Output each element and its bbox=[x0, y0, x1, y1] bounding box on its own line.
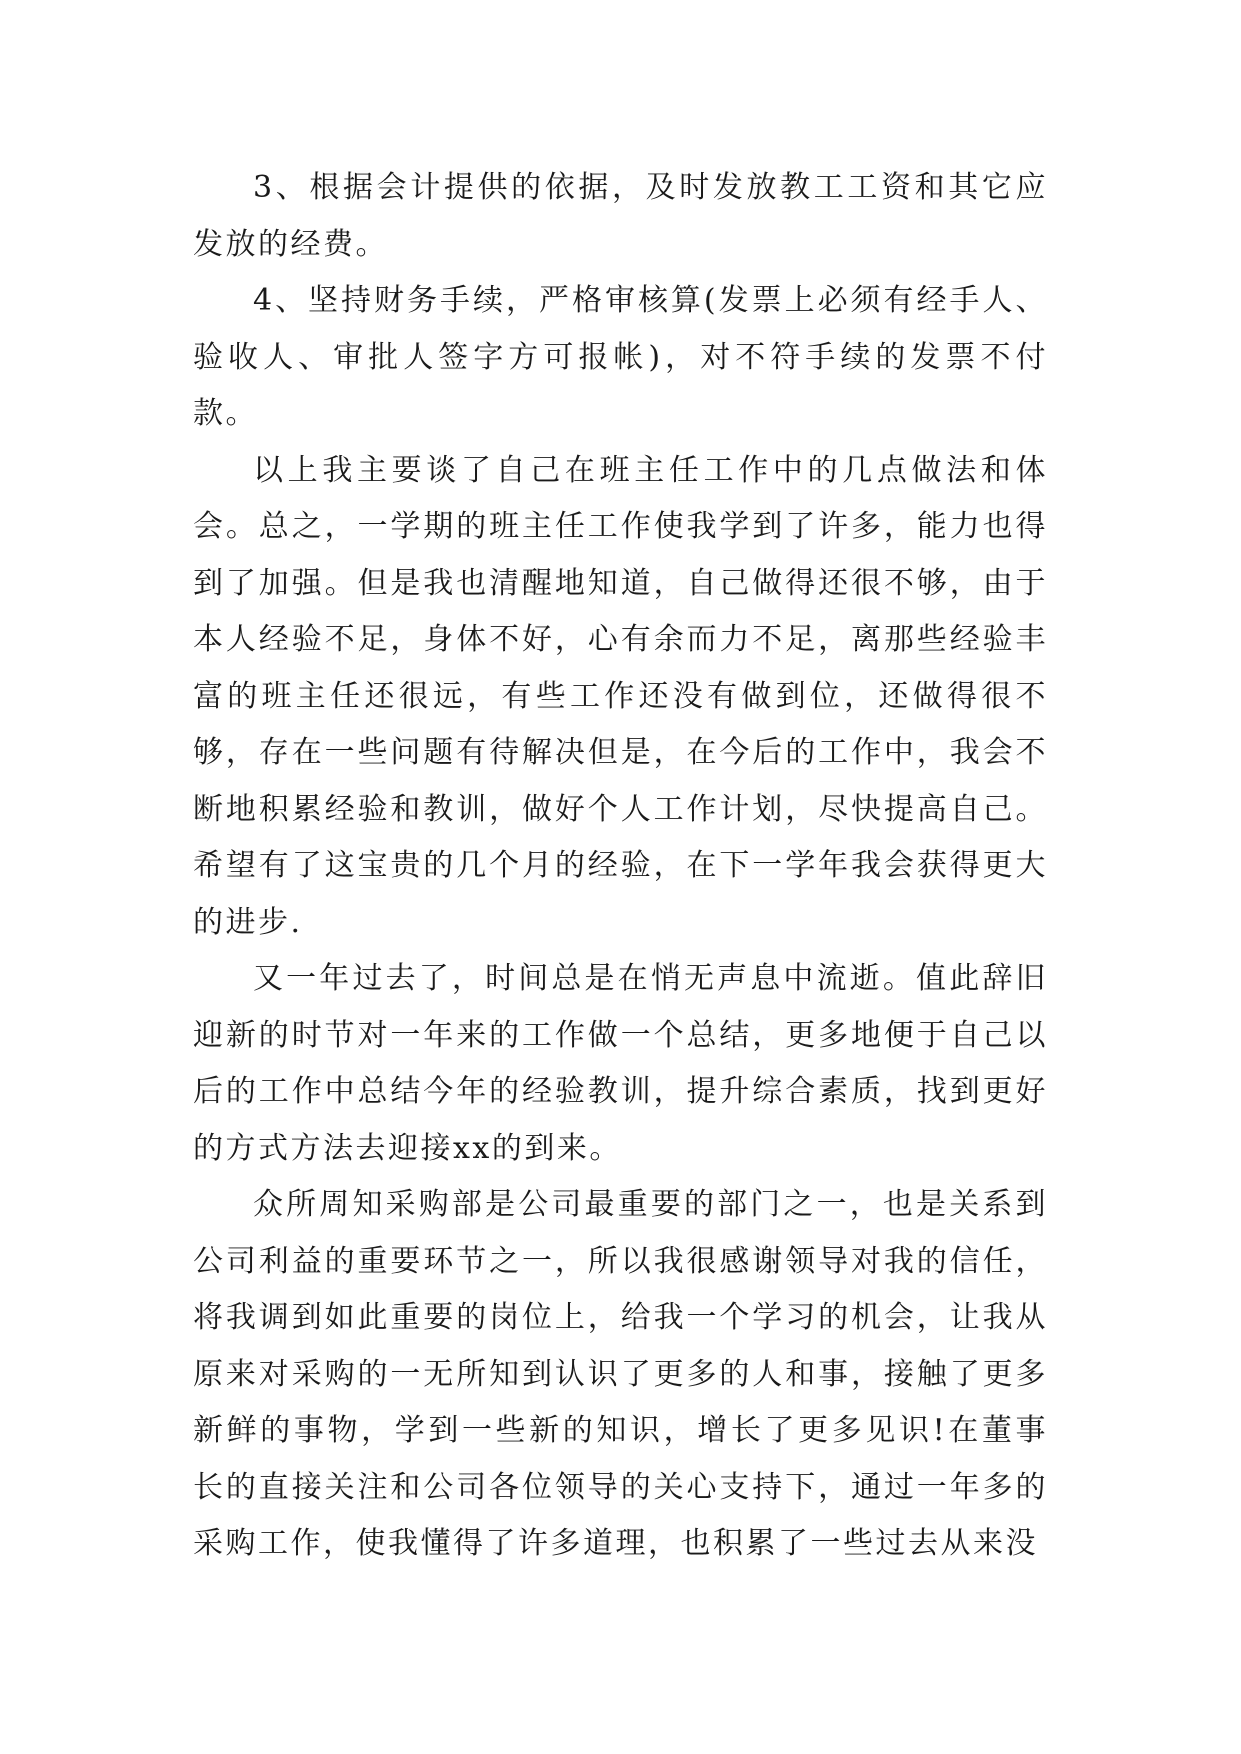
paragraph-2: 4、坚持财务手续，严格审核算(发票上必须有经手人、验收人、审批人签字方可报帐)，对不符手续的发票不付款。 bbox=[193, 283, 1048, 431]
paragraph-4: 又一年过去了，时间总是在悄无声息中流逝。值此辞旧迎新的时节对一年来的工作做一个总结，更多地便于自己以后的工作中总结今年的经验教训，提升综合素质，找到更好的方式方法去迎接xx的到来。 bbox=[193, 961, 1048, 1166]
document-body bbox=[193, 160, 1048, 1573]
paragraph-1: 3、根据会计提供的依据，及时发放教工工资和其它应发放的经费。 bbox=[193, 170, 1048, 262]
paragraph-5: 众所周知采购部是公司最重要的部门之一，也是关系到公司利益的重要环节之一，所以我很感谢领导对我的信任，将我调到如此重要的岗位上，给我一个学习的机会，让我从原来对采购的一无所知到认识了更多的人和事，接触了更多新鲜的事物，学到一些新的知识，增长了更多见识!在董事长的直接关注和公司各位领导的关心支持下，通过一年多的采购工作，使我懂得了许多道理，也积累了一些过去从来没 bbox=[193, 1187, 1048, 1561]
paragraph-3: 以上我主要谈了自己在班主任工作中的几点做法和体会。总之，一学期的班主任工作使我学到了许多，能力也得到了加强。但是我也清醒地知道，自己做得还很不够，由于本人经验不足，身体不好，心有余而力不足，离那些经验丰富的班主任还很远，有些工作还没有做到位，还做得很不够，存在一些问题有待解决但是，在今后的工作中，我会不断地积累经验和教训，做好个人工作计划，尽快提高自己。希望有了这宝贵的几个月的经验，在下一学年我会获得更大的进步. bbox=[193, 452, 1048, 940]
